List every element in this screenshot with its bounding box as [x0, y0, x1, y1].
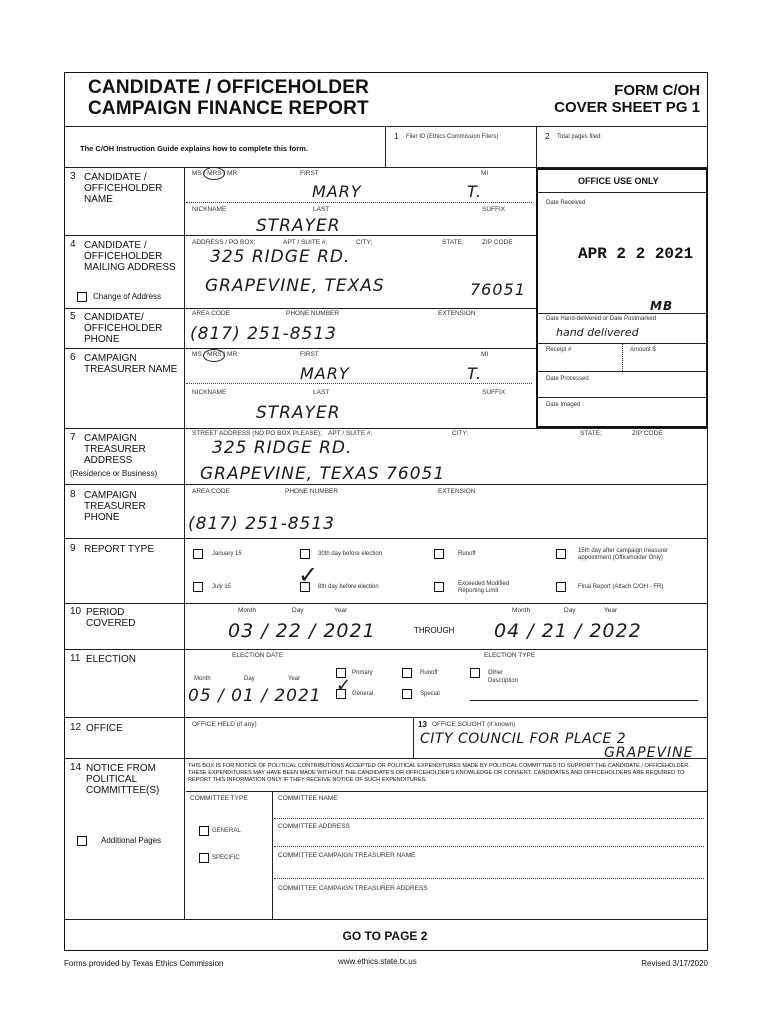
sec11-num: 11 [70, 653, 81, 664]
go-to-page-2: GO TO PAGE 2 [342, 929, 428, 943]
committee-name-label: COMMITTEE NAME [278, 795, 338, 802]
check-mark-icon: ✓ [298, 561, 320, 589]
report-jul15-label: July 15 [212, 584, 232, 590]
report-jul15-checkbox[interactable] [193, 582, 203, 592]
last-label: LAST [313, 389, 330, 396]
street-address-label: STREET ADDRESS (NO PO BOX PLEASE); [192, 430, 322, 437]
period-to: 04 / 21 / 2022 [494, 620, 642, 642]
city-label: CITY; [452, 430, 469, 437]
form-id: FORM C/OH [614, 82, 700, 99]
election-description-label: Description [488, 678, 519, 684]
committee-address-label: COMMITTEE ADDRESS [278, 823, 350, 830]
divider [274, 818, 704, 819]
divider [413, 718, 414, 758]
office-held-label: OFFICE HELD (if any) [192, 721, 257, 728]
processed-label: Date Processed [546, 376, 589, 382]
apt-label: APT / SUITE #; [328, 430, 373, 437]
sec12-label: OFFICE [86, 723, 123, 734]
committee-specific-label: SPECIFIC [212, 855, 240, 861]
filer-id-label: Filer ID (Ethics Commission Filers) [406, 134, 499, 140]
sec10-label: PERIOD COVERED [86, 607, 136, 629]
candidate-phone: (817) 251-8513 [190, 324, 337, 344]
divider [64, 603, 708, 604]
revised-date: Revised 3/17/2020 [641, 959, 708, 968]
apt-label: APT / SUITE #; [283, 239, 328, 246]
amount-label: Amount $ [630, 347, 656, 353]
sec7-label: CAMPAIGN TREASURER ADDRESS [84, 433, 146, 466]
sec8-num: 8 [70, 489, 76, 500]
sec3-label: CANDIDATE / OFFICEHOLDER NAME [84, 172, 163, 205]
notice-text: THIS BOX IS FOR NOTICE OF POLITICAL CONTRIBUTIONS ACCEPTED OR POLITICAL EXPENDITURES MADE BY POLITICAL COMMITTEES TO SUPPORT THE CANDIDATE / OFFICEHOLDER. THESE EXPENDITURES MAY HAVE BEEN MADE WITHOUT THE CANDIDATE'S OR OFFICEHOLDER'S KNOWLEDGE OR CONSENT. CANDIDATES AND OFFICEHOLDERS ARE REQUIRED TO REPORT THIS INFORMATION ONLY IF THEY RECEIVE NOTICE OF SUCH EXPENDITURES. [188, 763, 690, 783]
zip-label: ZIP CODE [482, 239, 513, 246]
label-column-divider [184, 167, 185, 919]
state-label: STATE; [442, 239, 464, 246]
divider [538, 397, 706, 398]
address-po-label: ADDRESS / PO BOX; [192, 239, 256, 246]
month-label: Month [238, 607, 257, 614]
office-sought-line2: GRAPEVINE [604, 745, 694, 761]
sec8-label: CAMPAIGN TREASURER PHONE [84, 490, 146, 523]
ms-mrs-mr-label: MS / MRS / MR [192, 351, 238, 358]
report-30day-checkbox[interactable] [300, 549, 310, 559]
divider [64, 484, 708, 485]
sec5-num: 5 [70, 311, 76, 322]
first-label: FIRST [300, 351, 319, 358]
election-special-checkbox[interactable] [402, 689, 412, 699]
additional-pages-label: Additional Pages [101, 836, 162, 845]
first-label: FIRST [300, 170, 319, 177]
divider [64, 919, 708, 920]
office-use-box [536, 168, 708, 428]
sec14-label: NOTICE FROM POLITICAL COMMITTEE(S) [86, 763, 160, 796]
receipt-label: Receipt # [546, 347, 572, 353]
phone-number-label: PHONE NUMBER [285, 488, 339, 495]
area-code-label: AREA CODE [192, 488, 230, 495]
city-label: CITY; [356, 239, 373, 246]
divider [64, 649, 708, 650]
treasurer-phone: (817) 251-8513 [188, 514, 335, 534]
website-link[interactable]: www.ethics.state.tx.us [338, 957, 417, 966]
last-label: LAST [313, 206, 330, 213]
imaged-label: Date Imaged [546, 402, 581, 408]
divider [186, 202, 532, 203]
report-runoff-checkbox[interactable] [434, 549, 444, 559]
divider [64, 235, 536, 236]
suffix-label: SUFFIX [482, 206, 506, 213]
treasurer-address-line2: GRAPEVINE, TEXAS 76051 [200, 464, 446, 484]
additional-pages-checkbox[interactable] [77, 836, 87, 846]
report-exceeded-label: Exceeded Modified Reporting Limit [458, 581, 510, 594]
nickname-label: NICKNAME [192, 389, 227, 396]
change-of-address-checkbox[interactable] [77, 292, 87, 302]
report-15day-checkbox[interactable] [556, 549, 566, 559]
report-final-label: Final Report (Attach C/OH - FR) [578, 584, 664, 590]
report-30day-label: 30th day before election [318, 551, 383, 557]
filer-id-num: 1 [394, 132, 399, 141]
divider [538, 313, 706, 314]
month-label: Month [512, 607, 531, 614]
election-date-label: ELECTION DATE [232, 652, 284, 659]
through-label: THROUGH [414, 626, 455, 635]
report-15day-label: 15th day after campaign treasurer appointment (Officeholder Only) [578, 548, 669, 561]
candidate-first-name: MARY [312, 182, 362, 201]
committee-treasurer-address-label: COMMITTEE CAMPAIGN TREASURER ADDRESS [278, 885, 428, 892]
year-label: Year [288, 676, 301, 682]
office-use-title: OFFICE USE ONLY [578, 176, 659, 186]
circled-mrs [203, 349, 225, 362]
candidate-address-line1: 325 RIDGE RD. [210, 247, 351, 267]
form-title-line1: CANDIDATE / OFFICEHOLDER [88, 77, 369, 98]
circled-mrs [203, 167, 225, 180]
divider [272, 791, 273, 919]
candidate-mi: T. [467, 182, 482, 201]
sec14-num: 14 [70, 762, 82, 773]
sec9-num: 9 [70, 543, 76, 554]
sec6-label: CAMPAIGN TREASURER NAME [84, 353, 178, 375]
treasurer-last-name: STRAYER [256, 403, 341, 423]
election-primary-label: Primary [352, 670, 373, 676]
hand-delivered-label: Date Hand-delivered or Date Postmarked [546, 316, 657, 322]
sec3-num: 3 [70, 171, 76, 182]
report-exceeded-checkbox[interactable] [434, 582, 444, 592]
candidate-address-line2: GRAPEVINE, TEXAS [205, 276, 385, 296]
office-sought-line1: CITY COUNCIL FOR PLACE 2 [420, 731, 627, 747]
month-label: Month [194, 676, 211, 682]
divider [64, 126, 708, 127]
form-title-line2: CAMPAIGN FINANCE REPORT [88, 98, 369, 119]
committee-general-checkbox[interactable] [199, 826, 209, 836]
sec7-sub: (Residence or Business) [70, 469, 158, 478]
year-label: Year [604, 607, 618, 614]
divider [538, 371, 706, 372]
sec4-label: CANDIDATE / OFFICEHOLDER MAILING ADDRESS [84, 240, 176, 273]
nickname-label: NICKNAME [192, 206, 227, 213]
divider [64, 308, 536, 309]
office-sought-label: OFFICE SOUGHT (if known) [432, 721, 516, 728]
election-special-label: Special [420, 691, 440, 697]
divider [274, 846, 704, 847]
mi-label: MI [481, 170, 489, 177]
guide-note: The C/OH Instruction Guide explains how to complete this form. [80, 144, 308, 153]
period-from: 03 / 22 / 2021 [228, 620, 376, 642]
provided-by: Forms provided by Texas Ethics Commission [64, 959, 224, 968]
sec12-num: 12 [70, 722, 82, 733]
hand-delivered-value: hand delivered [556, 326, 639, 339]
zip-label: ZIP CODE [632, 430, 663, 437]
divider [64, 428, 708, 429]
election-runoff-label: Runoff [420, 670, 438, 676]
extension-label: EXTENSION [438, 310, 476, 317]
sec13-num: 13 [418, 720, 427, 729]
divider [536, 126, 537, 168]
change-of-address-label: Change of Address [93, 292, 162, 301]
description-line [470, 700, 698, 701]
election-other-label: Other [488, 670, 504, 676]
report-jan15-label: January 15 [212, 551, 242, 557]
mi-label: MI [481, 351, 489, 358]
committee-general-label: GENERAL [212, 828, 241, 834]
day-label: Day [564, 607, 576, 614]
report-final-checkbox[interactable] [556, 582, 566, 592]
sec6-num: 6 [70, 352, 76, 363]
year-label: Year [334, 607, 348, 614]
date-received-label: Date Received [546, 200, 586, 206]
divider [385, 126, 386, 168]
committee-treasurer-name-label: COMMITTEE CAMPAIGN TREASURER NAME [278, 852, 416, 859]
divider [538, 192, 706, 193]
day-label: Day [292, 607, 304, 614]
divider [186, 383, 532, 384]
suffix-label: SUFFIX [482, 389, 506, 396]
sec7-num: 7 [70, 432, 76, 443]
day-label: Day [244, 676, 255, 682]
election-date: 05 / 01 / 2021 [188, 686, 322, 706]
candidate-last-name: STRAYER [256, 216, 341, 236]
pages-num: 2 [545, 132, 550, 141]
election-runoff-checkbox[interactable] [402, 668, 412, 678]
election-type-label: ELECTION TYPE [484, 652, 536, 659]
divider [64, 348, 536, 349]
committee-specific-checkbox[interactable] [199, 853, 209, 863]
election-general-label: General [352, 691, 374, 697]
report-jan15-checkbox[interactable] [193, 549, 203, 559]
date-received-stamp: APR 2 2 2021 [578, 245, 694, 263]
report-8day-label: 8th day before election [318, 584, 379, 590]
form-subtitle: COVER SHEET PG 1 [554, 99, 700, 116]
divider [186, 791, 708, 792]
ms-mrs-mr-label: MS / MRS / MR [192, 170, 238, 177]
state-label: STATE; [580, 430, 602, 437]
divider [64, 758, 708, 759]
treasurer-mi: T. [467, 364, 482, 383]
election-other-checkbox[interactable] [470, 668, 480, 678]
sec5-label: CANDIDATE/ OFFICEHOLDER PHONE [84, 312, 163, 345]
divider [64, 538, 708, 539]
phone-number-label: PHONE NUMBER [286, 310, 340, 317]
sec4-num: 4 [70, 239, 76, 250]
sec10-num: 10 [70, 606, 82, 617]
area-code-label: AREA CODE [192, 310, 230, 317]
divider [622, 343, 623, 371]
report-runoff-label: Runoff [458, 551, 476, 557]
candidate-zip: 76051 [470, 280, 526, 299]
committee-type-label: COMMITTEE TYPE [190, 795, 248, 802]
sec9-label: REPORT TYPE [84, 544, 155, 555]
pages-label: Total pages filed: [557, 134, 603, 140]
divider [274, 878, 704, 879]
sec11-label: ELECTION [86, 654, 137, 665]
check-mark-icon: ✓ [336, 675, 353, 696]
initials: MB [650, 299, 674, 313]
divider [64, 717, 708, 718]
treasurer-first-name: MARY [300, 364, 350, 383]
treasurer-address-line1: 325 RIDGE RD. [212, 438, 353, 458]
extension-label: EXTENSION [438, 488, 476, 495]
